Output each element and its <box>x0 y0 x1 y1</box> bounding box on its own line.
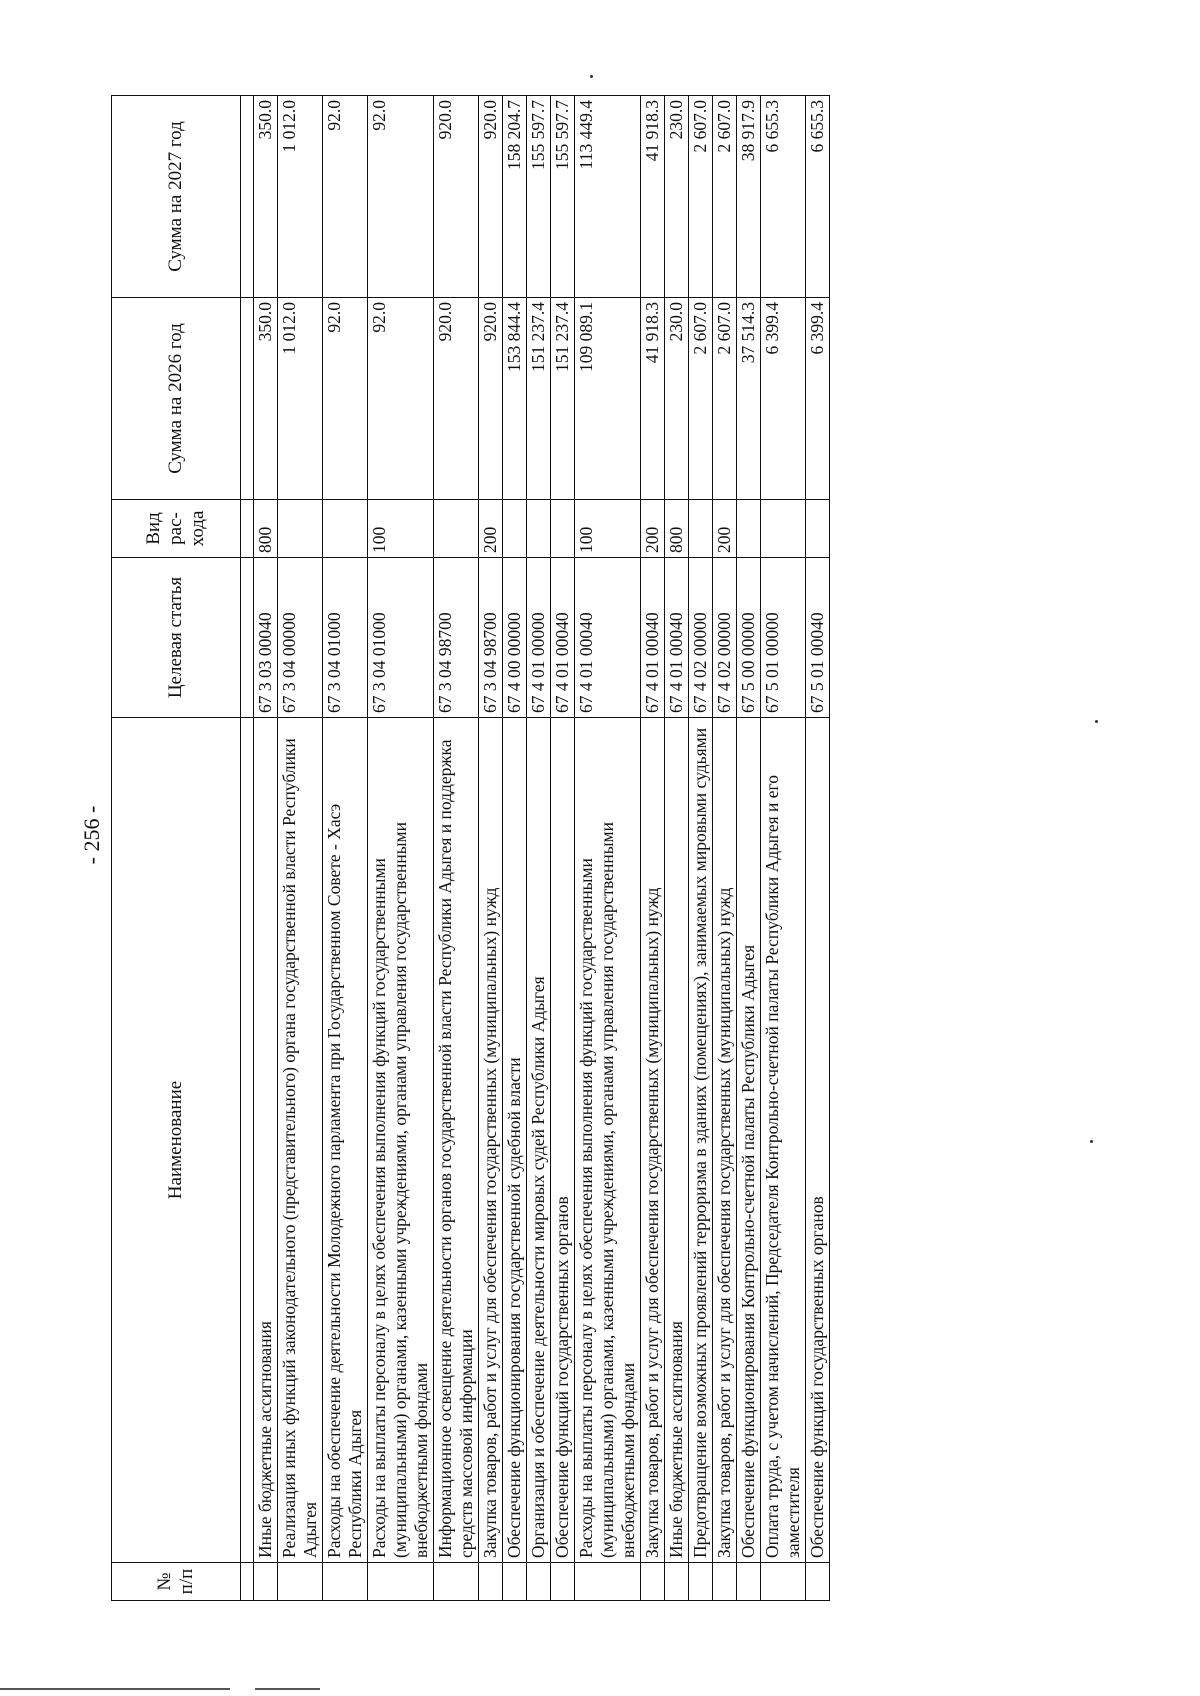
cell-amount-2026: 92.0 <box>323 298 368 500</box>
cell-amount-2026: 151 237.4 <box>551 298 575 500</box>
cell-amount-2026: 37 514.3 <box>737 298 761 500</box>
cell-num <box>323 1563 368 1601</box>
cell-num <box>254 1563 278 1601</box>
cell-type <box>806 500 830 558</box>
cell-code: 67 4 01 00040 <box>551 558 575 718</box>
cell-code: 67 5 00 00000 <box>737 558 761 718</box>
cell-type <box>434 500 479 558</box>
cell-code: 67 4 01 00040 <box>575 558 641 718</box>
cell-name: Информационное освещение деятельности органов государственной власти Республики Адыгея и поддержка средств массовой информации <box>434 718 479 1563</box>
cell-num <box>278 1563 323 1601</box>
header-num: № п/п <box>112 1563 241 1601</box>
table-row <box>713 96 737 1601</box>
cell-name: Расходы на выплаты персоналу в целях обеспечения выполнения функций государственными (муниципальными) органами, казенными учреждениями, органами управления государственными внебюджетными фондами <box>368 718 434 1563</box>
cell-name: Закупка товаров, работ и услуг для обеспечения государственных (муниципальных) нужд <box>713 718 737 1563</box>
cell-code: 67 4 01 00040 <box>641 558 665 718</box>
cell-code: 67 5 01 00000 <box>761 558 806 718</box>
table-row <box>761 96 806 1601</box>
cell-amount-2027: 6 655.3 <box>761 96 806 298</box>
cell-type <box>323 500 368 558</box>
table-row <box>551 96 575 1601</box>
cell-type: 100 <box>368 500 434 558</box>
cell-type <box>737 500 761 558</box>
cell-name: Иные бюджетные ассигнования <box>254 718 278 1563</box>
rotated-table-block <box>111 96 1069 1601</box>
cell-name: Расходы на выплаты персоналу в целях обеспечения выполнения функций государственными (муниципальными) органами, казенными учреждениями, органами управления государственными внебюджетными фондами <box>575 718 641 1563</box>
cell-name: Обеспечение функционирования государственной судебной власти <box>503 718 527 1563</box>
table-row <box>575 96 641 1601</box>
cell-amount-2027: 92.0 <box>323 96 368 298</box>
scan-dot <box>1095 720 1098 723</box>
table-row <box>434 96 479 1601</box>
cell-num <box>527 1563 551 1601</box>
header-name: Наименование <box>112 718 241 1563</box>
cell-amount-2026: 41 918.3 <box>641 298 665 500</box>
cell-type <box>689 500 713 558</box>
cell-amount-2027: 6 655.3 <box>806 96 830 298</box>
cell-num <box>503 1563 527 1601</box>
cell-amount-2026: 153 844.4 <box>503 298 527 500</box>
cell-amount-2026: 6 399.4 <box>806 298 830 500</box>
cell-type <box>551 500 575 558</box>
cell-amount-2027: 158 204.7 <box>503 96 527 298</box>
table-header-row <box>112 96 241 1601</box>
cell-amount-2027: 2 607.0 <box>713 96 737 298</box>
cell-amount-2027: 113 449.4 <box>575 96 641 298</box>
cell-type: 800 <box>254 500 278 558</box>
table-row <box>479 96 503 1601</box>
cell-code: 67 3 04 98700 <box>434 558 479 718</box>
cell-name: Обеспечение функций государственных органов <box>806 718 830 1563</box>
cell-name: Обеспечение функционирования Контрольно-счетной палаты Республики Адыгея <box>737 718 761 1563</box>
page-number: - 256 - <box>79 805 104 865</box>
table-row <box>806 96 830 1601</box>
cell-amount-2026: 109 089.1 <box>575 298 641 500</box>
cell-name: Иные бюджетные ассигнования <box>665 718 689 1563</box>
cell-amount-2027: 41 918.3 <box>641 96 665 298</box>
cell-type: 800 <box>665 500 689 558</box>
cell-type: 200 <box>713 500 737 558</box>
cell-num <box>434 1563 479 1601</box>
table-row <box>368 96 434 1601</box>
cell-type <box>278 500 323 558</box>
cell-type <box>503 500 527 558</box>
cell-amount-2026: 230.0 <box>665 298 689 500</box>
cell-amount-2027: 2 607.0 <box>689 96 713 298</box>
cell-amount-2027: 155 597.7 <box>527 96 551 298</box>
cell-type: 200 <box>641 500 665 558</box>
scan-dot <box>590 75 593 78</box>
cell-amount-2026: 2 607.0 <box>713 298 737 500</box>
cell-type <box>527 500 551 558</box>
header-type: Вид рас-хода <box>112 500 241 558</box>
budget-table <box>111 95 830 1601</box>
cell-num <box>575 1563 641 1601</box>
cell-num <box>551 1563 575 1601</box>
cell-name: Обеспечение функций государственных органов <box>551 718 575 1563</box>
cell-num <box>761 1563 806 1601</box>
table-row <box>689 96 713 1601</box>
cell-amount-2027: 920.0 <box>479 96 503 298</box>
cell-name: Оплата труда, с учетом начислений, Председателя Контрольно-счетной палаты Республики Адыгея и его заместителя <box>761 718 806 1563</box>
cell-amount-2026: 920.0 <box>434 298 479 500</box>
cell-num <box>665 1563 689 1601</box>
cell-code: 67 5 01 00040 <box>806 558 830 718</box>
cell-name: Расходы на обеспечение деятельности Молодежного парламента при Государственном Совете - Хасэ Республики Адыгея <box>323 718 368 1563</box>
cell-amount-2027: 92.0 <box>368 96 434 298</box>
header-amount-2027: Сумма на 2027 год <box>112 96 241 298</box>
table-row <box>665 96 689 1601</box>
cell-name: Закупка товаров, работ и услуг для обеспечения государственных (муниципальных) нужд <box>641 718 665 1563</box>
cell-amount-2027: 155 597.7 <box>551 96 575 298</box>
cell-num <box>368 1563 434 1601</box>
cell-code: 67 4 01 00000 <box>527 558 551 718</box>
table-spacer-row <box>241 96 254 1601</box>
table-row <box>323 96 368 1601</box>
cell-amount-2026: 151 237.4 <box>527 298 551 500</box>
scan-dot <box>1090 1140 1093 1143</box>
cell-name: Закупка товаров, работ и услуг для обеспечения государственных (муниципальных) нужд <box>479 718 503 1563</box>
cell-code: 67 3 04 01000 <box>323 558 368 718</box>
table-row <box>278 96 323 1601</box>
cell-amount-2026: 1 012.0 <box>278 298 323 500</box>
table-row <box>737 96 761 1601</box>
table-row <box>254 96 278 1601</box>
cell-amount-2026: 92.0 <box>368 298 434 500</box>
cell-code: 67 3 04 01000 <box>368 558 434 718</box>
cell-code: 67 3 04 00000 <box>278 558 323 718</box>
cell-amount-2026: 920.0 <box>479 298 503 500</box>
cell-num <box>713 1563 737 1601</box>
cell-code: 67 4 00 00000 <box>503 558 527 718</box>
header-amount-2026: Сумма на 2026 год <box>112 298 241 500</box>
cell-name: Организация и обеспечение деятельности мировых судей Республики Адыгея <box>527 718 551 1563</box>
table-row <box>641 96 665 1601</box>
cell-amount-2027: 38 917.9 <box>737 96 761 298</box>
cell-code: 67 4 02 00000 <box>713 558 737 718</box>
cell-code: 67 3 04 98700 <box>479 558 503 718</box>
cell-amount-2027: 920.0 <box>434 96 479 298</box>
cell-num <box>737 1563 761 1601</box>
cell-amount-2026: 2 607.0 <box>689 298 713 500</box>
cell-code: 67 3 03 00040 <box>254 558 278 718</box>
table-row <box>527 96 551 1601</box>
table-row <box>503 96 527 1601</box>
cell-amount-2027: 230.0 <box>665 96 689 298</box>
header-code: Целевая статья <box>112 558 241 718</box>
cell-type: 200 <box>479 500 503 558</box>
cell-num <box>806 1563 830 1601</box>
cell-name: Предотвращение возможных проявлений терроризма в зданиях (помещениях), занимаемых мировыми судьями <box>689 718 713 1563</box>
cell-type: 100 <box>575 500 641 558</box>
cell-amount-2027: 1 012.0 <box>278 96 323 298</box>
table-body <box>241 96 830 1601</box>
cell-num <box>641 1563 665 1601</box>
cell-num <box>689 1563 713 1601</box>
cell-amount-2026: 6 399.4 <box>761 298 806 500</box>
scan-line <box>255 1688 320 1690</box>
scan-line <box>0 1688 230 1690</box>
cell-name: Реализация иных функций законодательного (представительного) органа государственной власти Республики Адыгея <box>278 718 323 1563</box>
cell-type <box>761 500 806 558</box>
cell-num <box>479 1563 503 1601</box>
cell-code: 67 4 01 00040 <box>665 558 689 718</box>
cell-code: 67 4 02 00000 <box>689 558 713 718</box>
cell-amount-2026: 350.0 <box>254 298 278 500</box>
cell-amount-2027: 350.0 <box>254 96 278 298</box>
